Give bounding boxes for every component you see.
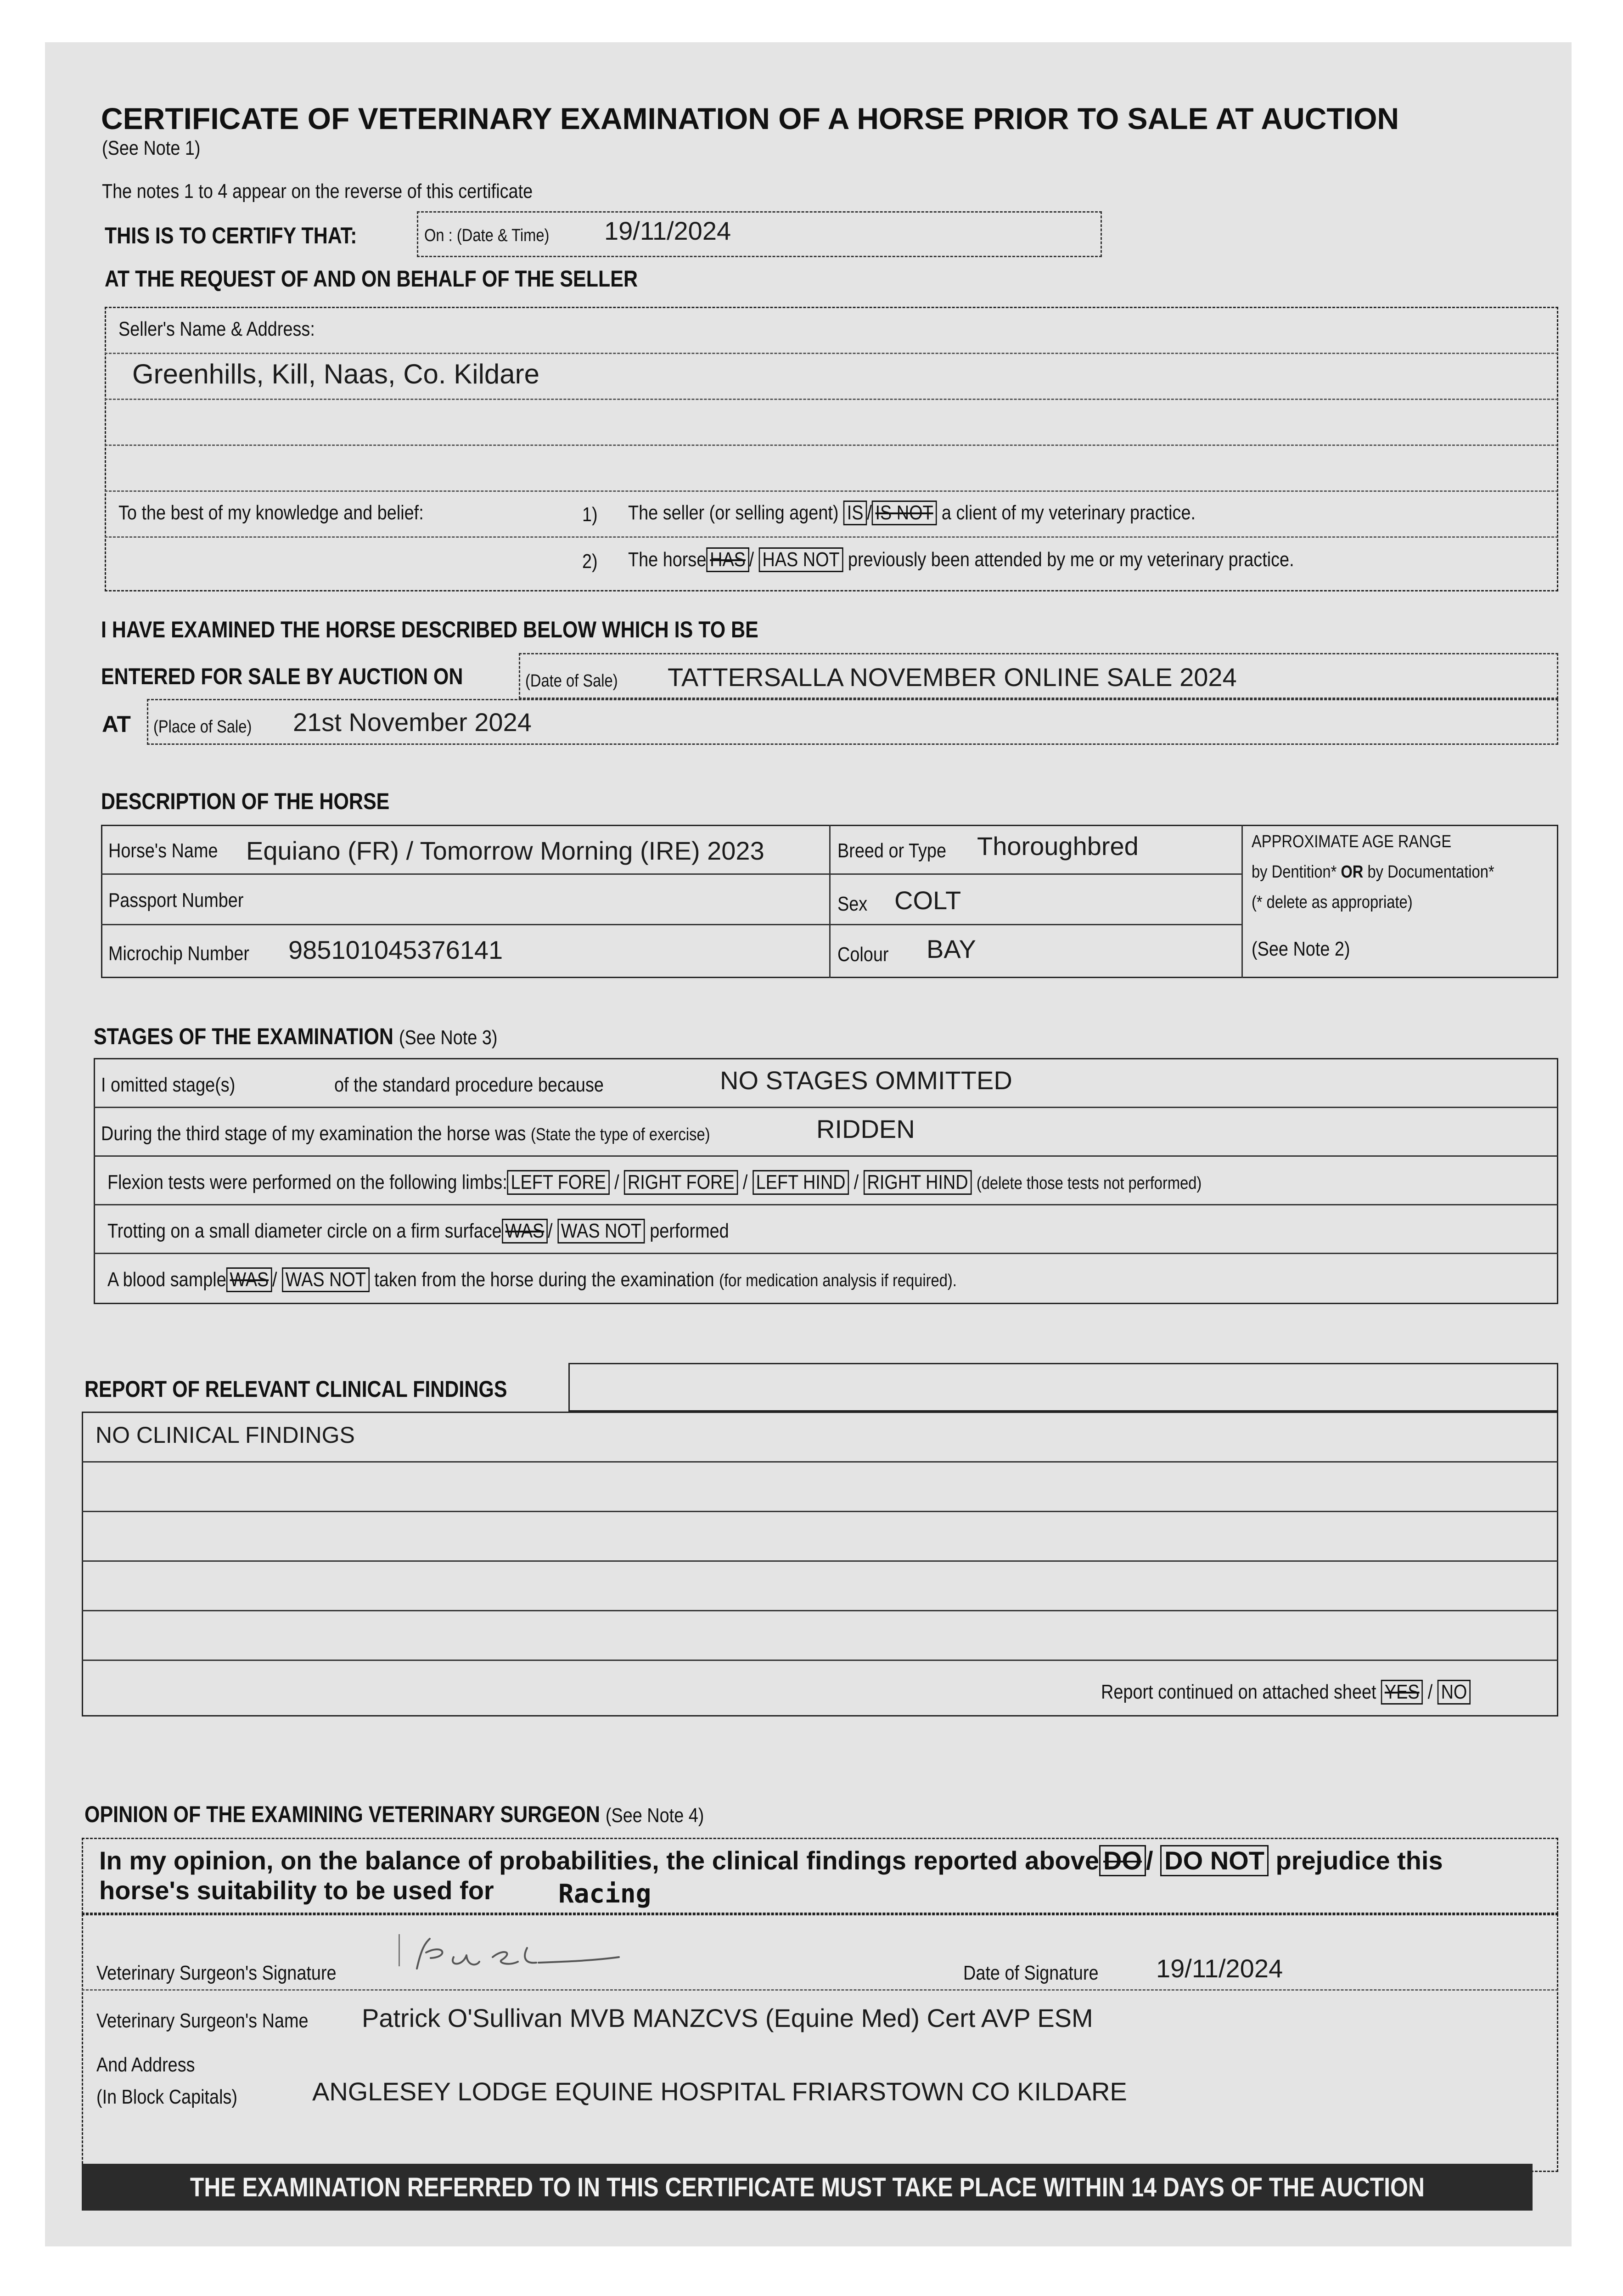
belief-label: To the best of my knowledge and belief: — [118, 501, 424, 524]
age-range-note: (See Note 2) — [1252, 938, 1350, 960]
age-range-title: APPROXIMATE AGE RANGE — [1252, 832, 1452, 851]
blood-was-not-option[interactable]: WAS NOT — [282, 1267, 370, 1292]
opinion-text-line-1: In my opinion, on the balance of probabilities, the clinical findings reported above DO / DO NOT prejudice this — [99, 1845, 1443, 1876]
date-time-label: On : (Date & Time) — [424, 226, 550, 245]
examined-line-2: ENTERED FOR SALE BY AUCTION ON — [101, 664, 463, 689]
report-heading: REPORT OF RELEVANT CLINICAL FINDINGS — [84, 1376, 507, 1402]
blood-sample-line: A blood sample WAS / WAS NOT taken from the horse during the examination (for medication analysis if required). — [107, 1267, 957, 1292]
address-value[interactable]: ANGLESEY LODGE EQUINE HOSPITAL FRIARSTOWN CO KILDARE — [312, 2077, 1127, 2106]
microchip-value[interactable]: 985101045376141 — [288, 935, 503, 964]
place-of-sale-value: 21st November 2024 — [293, 708, 532, 737]
belief-item-2: The horse HAS / HAS NOT previously been attended by me or my veterinary practice. — [628, 547, 1294, 572]
continued-no-option[interactable]: NO — [1438, 1680, 1471, 1705]
belief-item-1-number: 1) — [582, 503, 598, 526]
sex-label: Sex — [837, 893, 868, 915]
opinion-text-line-2: horse's suitability to be used for — [99, 1876, 494, 1905]
date-of-signature-value[interactable]: 19/11/2024 — [1156, 1954, 1283, 1983]
passport-label: Passport Number — [108, 889, 244, 912]
signature-box — [82, 1914, 1558, 2172]
trotting-was-not-option[interactable]: WAS NOT — [557, 1219, 645, 1244]
vet-name-label: Veterinary Surgeon's Name — [96, 2009, 309, 2032]
horse-name-label: Horse's Name — [108, 839, 218, 862]
is-option[interactable]: IS — [843, 501, 867, 525]
has-option[interactable]: HAS — [706, 547, 749, 572]
address-label: And Address — [96, 2054, 195, 2076]
horse-name-value[interactable]: Equiano (FR) / Tomorrow Morning (IRE) 2023 — [246, 836, 764, 865]
flexion-right-fore[interactable]: RIGHT FORE — [624, 1170, 738, 1195]
breed-label: Breed or Type — [837, 839, 947, 862]
report-continued-line: Report continued on attached sheet YES / NO — [1101, 1680, 1471, 1705]
report-heading-box — [568, 1363, 1558, 1412]
is-not-option[interactable]: IS NOT — [872, 501, 937, 525]
flexion-left-fore[interactable]: LEFT FORE — [507, 1170, 610, 1195]
colour-value[interactable]: BAY — [927, 934, 976, 963]
breed-value[interactable]: Thoroughbred — [977, 832, 1139, 861]
footer-banner-text: THE EXAMINATION REFERRED TO IN THIS CERTIFICATE MUST TAKE PLACE WITHIN 14 DAYS OF THE AUCTION — [190, 2172, 1425, 2202]
report-area[interactable] — [82, 1412, 1558, 1716]
age-range-line-3: (* delete as appropriate) — [1252, 893, 1413, 912]
omitted-because: of the standard procedure because — [334, 1074, 604, 1096]
certificate-sheet — [45, 42, 1572, 2246]
seller-address-line-1[interactable]: Greenhills, Kill, Naas, Co. Kildare — [132, 359, 540, 389]
flexion-right-hind[interactable]: RIGHT HIND — [864, 1170, 972, 1195]
date-of-sale-label: (Date of Sale) — [525, 671, 618, 691]
belief-item-1: The seller (or selling agent) IS / IS NOT a client of my veterinary practice. — [628, 501, 1196, 525]
stages-heading: STAGES OF THE EXAMINATION (See Note 3) — [94, 1024, 498, 1049]
vet-signature — [412, 1930, 623, 1980]
omitted-value[interactable]: NO STAGES OMMITTED — [720, 1066, 1012, 1095]
see-note-1: (See Note 1) — [102, 137, 201, 159]
place-of-sale-label: (Place of Sale) — [153, 717, 252, 737]
address-label-block-capitals: (In Block Capitals) — [96, 2086, 238, 2108]
date-time-value: 19/11/2024 — [604, 216, 731, 245]
has-not-option[interactable]: HAS NOT — [759, 547, 843, 572]
colour-label: Colour — [837, 943, 889, 966]
continued-yes-option[interactable]: YES — [1381, 1680, 1423, 1705]
omitted-label: I omitted stage(s) — [101, 1074, 236, 1096]
at-label: AT — [102, 711, 131, 737]
trotting-was-option[interactable]: WAS — [502, 1219, 548, 1244]
age-range-line-2: by Dentition* OR by Documentation* — [1252, 862, 1494, 882]
opinion-do-not-option[interactable]: DO NOT — [1160, 1845, 1269, 1876]
intended-use-value[interactable]: Racing — [558, 1879, 651, 1909]
date-of-signature-label: Date of Signature — [963, 1962, 1099, 1984]
blood-was-option[interactable]: WAS — [226, 1267, 272, 1292]
notes-line: The notes 1 to 4 appear on the reverse of this certificate — [102, 180, 533, 203]
report-line-1[interactable]: NO CLINICAL FINDINGS — [95, 1422, 355, 1448]
seller-label: Seller's Name & Address: — [118, 318, 315, 340]
belief-item-2-number: 2) — [582, 550, 598, 573]
signature-label: Veterinary Surgeon's Signature — [96, 1962, 337, 1984]
third-stage-value[interactable]: RIDDEN — [816, 1114, 915, 1143]
date-of-sale-value: TATTERSALLA NOVEMBER ONLINE SALE 2024 — [668, 663, 1237, 692]
examined-line-1: I HAVE EXAMINED THE HORSE DESCRIBED BELOW WHICH IS TO BE — [101, 617, 758, 642]
request-line: AT THE REQUEST OF AND ON BEHALF OF THE SELLER — [105, 266, 638, 292]
flexion-left-hind[interactable]: LEFT HIND — [753, 1170, 849, 1195]
vet-name-value[interactable]: Patrick O'Sullivan MVB MANZCVS (Equine Med) Cert AVP ESM — [362, 2003, 1093, 2032]
opinion-heading: OPINION OF THE EXAMINING VETERINARY SURGEON (See Note 4) — [84, 1801, 704, 1827]
footer-banner — [82, 2164, 1533, 2211]
certify-label: THIS IS TO CERTIFY THAT: — [105, 223, 357, 248]
opinion-do-option[interactable]: DO — [1099, 1845, 1146, 1876]
certificate-title: CERTIFICATE OF VETERINARY EXAMINATION OF A HORSE PRIOR TO SALE AT AUCTION — [101, 101, 1399, 135]
sex-value[interactable]: COLT — [894, 886, 961, 915]
flexion-line: Flexion tests were performed on the following limbs: LEFT FORE / RIGHT FORE / LEFT HIND / RIGHT HIND (delete those tests not performed) — [107, 1170, 1202, 1195]
description-heading: DESCRIPTION OF THE HORSE — [101, 788, 390, 814]
third-stage-label: During the third stage of my examination the horse was (State the type of exercise) — [101, 1122, 710, 1145]
trotting-line: Trotting on a small diameter circle on a firm surface WAS / WAS NOT performed — [107, 1219, 729, 1244]
microchip-label: Microchip Number — [108, 942, 250, 965]
